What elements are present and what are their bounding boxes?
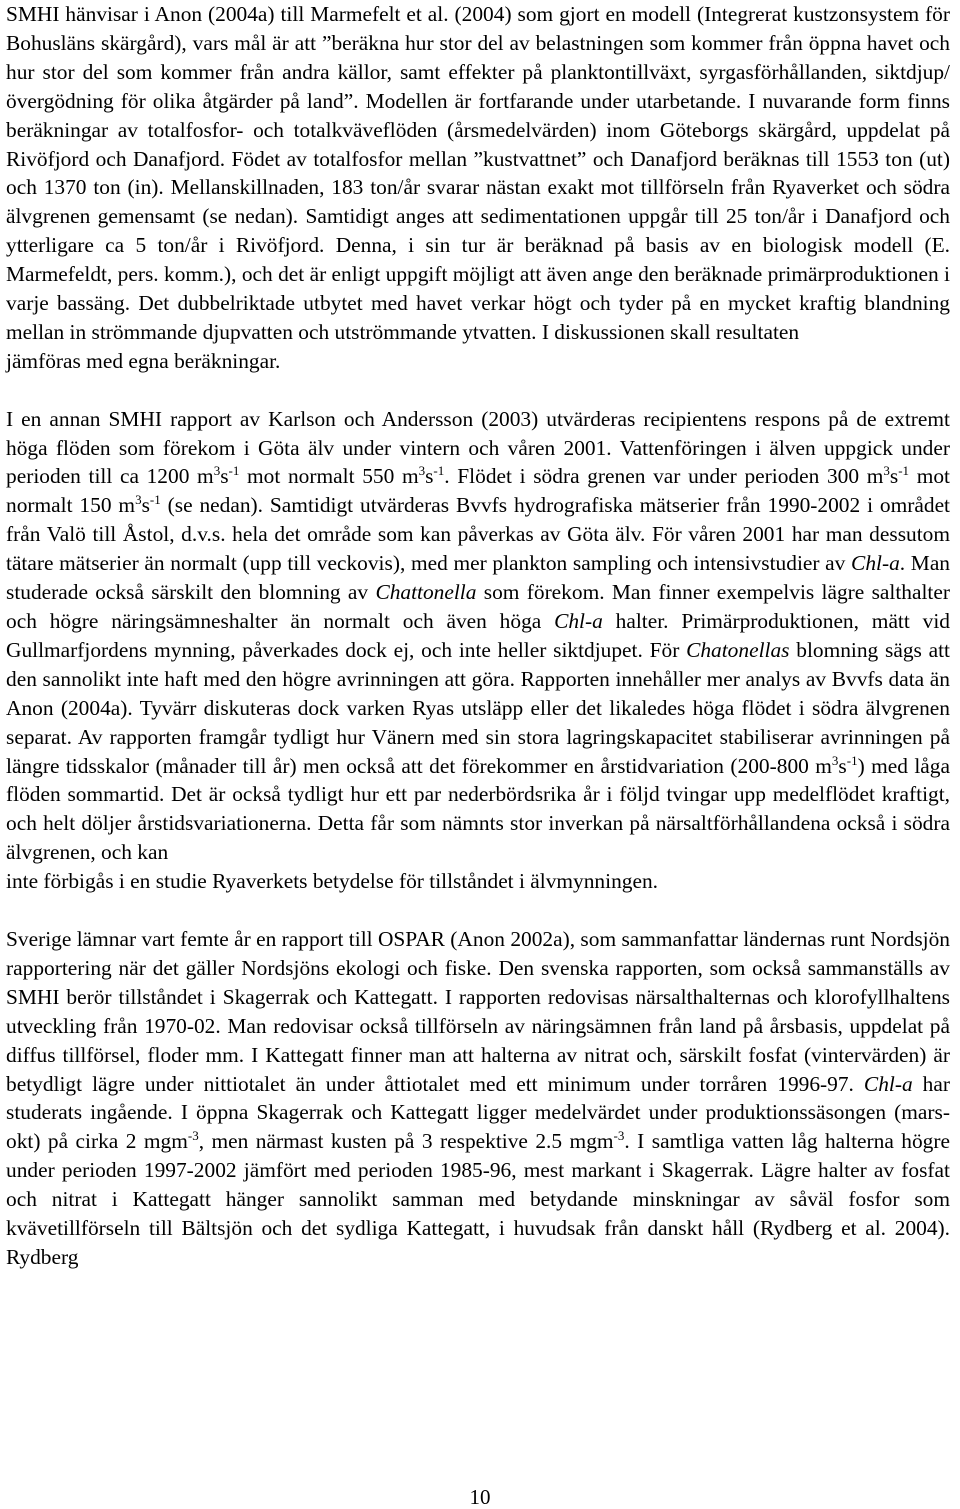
paragraph-text: SMHI hänvisar i Anon (2004a) till Marmefelt et al. (2004) som gjort en modell (Integrerat kustzonsystem för Bohusläns skärgård), vars mål är att ”beräkna hur stor del av belastningen som kommer från öppna havet och hur stor del som kommer från andra källor, samt effekter på planktontillväxt, syrgasförhållanden, siktdjup/övergödning för olika åtgärder på land”. Modellen är fortfarande under utarbetande. I nuvarande form finns beräkningar av totalfosfor- och totalkväveflöden (årsmedelvärden) inom Göteborgs skärgård, uppdelat på Rivöfjord och Danafjord. Födet av totalfosfor mellan ”kustvattnet” och Danafjord beräknas till 1553 ton (ut) och 1370 ton (in). Mellanskillnaden, 183 ton/år svarar nästan exakt mot tillförseln från Ryaverket och södra älvgrenen gemensamt (se nedan). Samtidigt anges att sedimentationen uppgår till 25 ton/år i Danafjord och ytterligare ca 5 ton/år i Rivöfjord. Denna, i sin tur är beräknad på basis av en biologisk modell (E. Marmefeldt, pers. komm.), och det är enligt uppgift möjligt att även ange den beräknade primärproduktionen i varje bassäng. Det dubbelriktade utbytet med havet verkar högt och tyder på en mycket kraftig blandning mellan in strömmande djupvatten och utströmmande ytvatten. I diskussionen skall resultaten	[6, 2, 950, 344]
superscript: -1	[846, 752, 858, 768]
paragraph-text: halter. Primärproduktionen, mätt vid Gullmarfjordens mynning, påverkades dock ej, och inte heller siktdjupet. För	[6, 609, 950, 662]
paragraph-text: . Flödet i södra grenen var under perioden 300 m	[444, 464, 884, 489]
unit-text: s	[838, 753, 847, 778]
superscript: -1	[898, 463, 910, 479]
paragraph-text: , men närmast kusten på 3 respektive 2.5 mgm	[198, 1129, 614, 1154]
paragraph-marmefelt-model	[6, 0, 950, 376]
page-number: 10	[469, 1485, 491, 1509]
superscript: -1	[149, 492, 161, 508]
document-page	[6, 0, 950, 1272]
paragraph-text: . Man studerade också särskilt den blomning av	[6, 551, 951, 605]
paragraph-text: Sverige lämnar vart femte år en rapport till OSPAR (Anon 2002a), som sammanfattar ländernas runt Nordsjön rapportering när det gäller Nordsjöns ekologi och fiske. Den svenska rapporten, som också sammanställs av SMHI berör tillståndet i Skagerrak och Kattegatt. I rapporten redovisas närsalthalternas och klorofyllhaltens utveckling från 1970-02. Man redovisar också tillförseln av näringsämnen från land på årsbasis, uppdelat på diffus tillförsel, floder mm. I Kattegatt finner man att halterna av nitrat och, särskilt fosfat (vintervärden) är betydligt lägre under nittiotalet än under åttiotalet med ett minimum under torråren 1996-97.	[6, 926, 950, 1096]
paragraph-ospar-report	[6, 925, 950, 1272]
superscript: 3	[418, 463, 426, 479]
superscript: 3	[135, 492, 142, 508]
paragraph-text: som förekom. Man finner exempelvis lägre salthalter och högre näringsämneshalter än normalt och även höga	[6, 580, 950, 634]
paragraph-text: mot normalt 550 m	[239, 464, 419, 489]
paragraph-last-line: jämföras med egna beräkningar.	[6, 348, 281, 373]
unit-text: s	[220, 464, 229, 489]
italic-term: Chl-a	[863, 1071, 913, 1096]
unit-text: s	[425, 464, 434, 489]
paragraph-text: I en annan SMHI rapport av Karlson och Andersson (2003) utvärderas recipientens respons på de extremt höga flöden som förekom i Göta älv under vintern och våren 2001. Vattenföringen i älven uppgick under perioden till ca 1200 m	[6, 406, 950, 489]
paragraph-karlson-andersson-report	[6, 405, 950, 896]
paragraph-text: . I samtliga vatten låg halterna högre under perioden 1997-2002 jämfört med perioden 1985-96, mest markant i Skagerrak. Lägre halter av fosfat och nitrat i Kattegatt hänger sannolikt samman med betydande minskningar av såväl fosfor som kvävetillförseln till Bältsjön och det sydliga Kattegatt, i huvudsak från danskt håll (Rydberg et al. 2004). Rydberg	[6, 1129, 950, 1269]
paragraph-text: mot normalt 150 m	[6, 464, 950, 518]
unit-text: s	[141, 493, 150, 518]
superscript: 3	[213, 463, 221, 479]
italic-term: Chl-a	[554, 609, 603, 634]
unit-text: s	[889, 464, 899, 489]
paragraph-text: ) med låga flöden sommartid. Det är också tydligt hur ett par nederbördsrika år i följd tvingar upp medelflödet kraftigt, och helt döljer årstidsvariationerna. Detta får som nämnts stor inverkan på närsaltförhållandena också i södra älvgrenen, och kan	[6, 753, 950, 865]
paragraph-text: blomning sägs att den sannolikt inte haft med den högre avrinningen att göra. Rapporten innehåller mer analys av Bvvfs data än Anon (2004a). Tyvärr diskuteras dock varken Ryas utsläpp eller det likaledes höga flödet i södra älvgrenen separat. Av rapporten framgår tydligt hur Vänern med sin stora lagringskapacitet stabiliserar avrinningen på längre tidsskalor (månader till år) men också att det förekommer en årstidvariation (200-800 m	[6, 637, 950, 778]
italic-term: Chl-a	[851, 551, 900, 576]
superscript: 3	[831, 752, 839, 768]
paragraph-text: (se nedan). Samtidigt utvärderas Bvvfs hydrografiska mätserier från 1990-2002 i området från Valö till Åstol, d.v.s. hela det område som kan påverkas av Göta älv. För våren 2001 har man dessutom tätare mätserier än normalt (upp till veckovis), med mer plankton sampling och intensivstudier av	[6, 493, 951, 576]
superscript: -1	[433, 463, 445, 479]
superscript: -3	[613, 1128, 625, 1144]
italic-term: Chatonellas	[686, 637, 790, 662]
superscript: -3	[187, 1128, 199, 1144]
superscript: 3	[883, 463, 890, 479]
italic-term: Chattonella	[375, 580, 477, 605]
paragraph-last-line: inte förbigås i en studie Ryaverkets betydelse för tillståndet i älvmynningen.	[6, 869, 658, 894]
superscript: -1	[228, 463, 240, 479]
paragraph-text: har studerats ingående. I öppna Skagerrak och Kattegatt ligger medelvärdet under produktionssäsongen (mars-okt) på cirka 2 mgm	[6, 1071, 950, 1154]
